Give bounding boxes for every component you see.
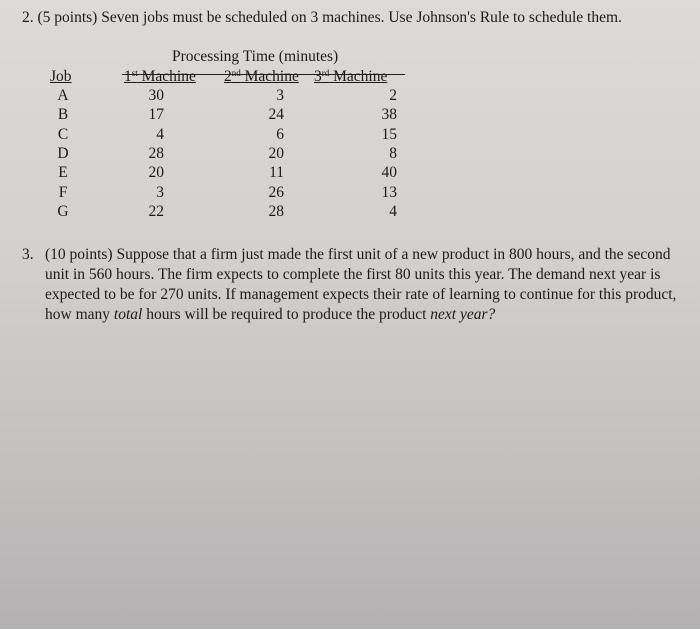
question-3-points: (10 points) (45, 246, 113, 263)
processing-time-m2: 11 (269, 164, 284, 182)
processing-time-m1: 28 (148, 144, 164, 162)
machine-3-header (314, 67, 387, 86)
machine-3-sup: rd (321, 68, 330, 78)
processing-time-m3: 40 (381, 164, 397, 182)
machine-2-header (224, 67, 299, 86)
processing-time-m2: 6 (276, 125, 284, 143)
machine-2-sup: nd (231, 68, 241, 78)
processing-time-m3: 2 (389, 87, 397, 104)
question-2 (22, 8, 622, 28)
question-3-emphasis-total: total (113, 306, 143, 323)
processing-time-m1: 3 (156, 183, 164, 201)
machine-3-label: Machine (333, 68, 388, 85)
machine-1-label: Machine (141, 68, 196, 85)
job-header: Job (50, 68, 72, 85)
question-3-text-a: Suppose that a firm just made the first unit of a new product in 800 hours, and the second unit in 560 hours. The firm expects to complete the first 80 units this year. The demand next year is expected to be for 270 units. If management expects their rate of learning to continue for this product, how many (45, 246, 677, 323)
job-label: B (57, 106, 69, 124)
processing-time-m1: 30 (148, 87, 164, 104)
machine-1-sup: st (131, 68, 138, 78)
processing-time-m2: 3 (276, 87, 284, 104)
processing-time-m1: 17 (148, 106, 164, 124)
processing-time-m1: 22 (148, 202, 164, 220)
question-3 (22, 245, 692, 325)
processing-time-m1: 4 (156, 125, 164, 143)
job-label: C (57, 125, 69, 143)
question-2-text: Seven jobs must be scheduled on 3 machines. Use Johnson's Rule to schedule them. (101, 9, 622, 26)
question-2-number: 2. (22, 9, 34, 26)
processing-time-m3: 4 (389, 202, 397, 220)
processing-time-m3: 38 (381, 106, 397, 124)
machine-3-num: 3 (314, 68, 322, 85)
processing-time-m2: 24 (268, 106, 284, 124)
machine-1-header (124, 67, 196, 86)
processing-time-m2: 28 (268, 202, 284, 220)
question-2-points: (5 points) (37, 9, 98, 26)
job-label: E (58, 164, 68, 182)
machine-2-label: Machine (244, 68, 299, 85)
question-3-emphasis-next-year: next year? (430, 306, 496, 323)
processing-time-m1: 20 (148, 164, 164, 182)
processing-time-m3: 15 (381, 125, 397, 143)
processing-time-m2: 26 (268, 183, 284, 201)
job-label: D (57, 144, 69, 162)
processing-time-m3: 8 (389, 144, 397, 162)
processing-time-header: Processing Time (minutes) (172, 48, 339, 65)
question-3-text-b: hours will be required to produce the product (146, 306, 427, 323)
machine-2-num: 2 (224, 68, 232, 85)
machine-1-num: 1 (124, 68, 132, 85)
processing-time-m3: 13 (381, 183, 397, 201)
job-label: F (58, 183, 68, 201)
question-3-number: 3. (22, 246, 34, 263)
job-label: A (57, 87, 69, 104)
processing-time-m2: 20 (268, 144, 284, 162)
job-label: G (57, 202, 69, 220)
